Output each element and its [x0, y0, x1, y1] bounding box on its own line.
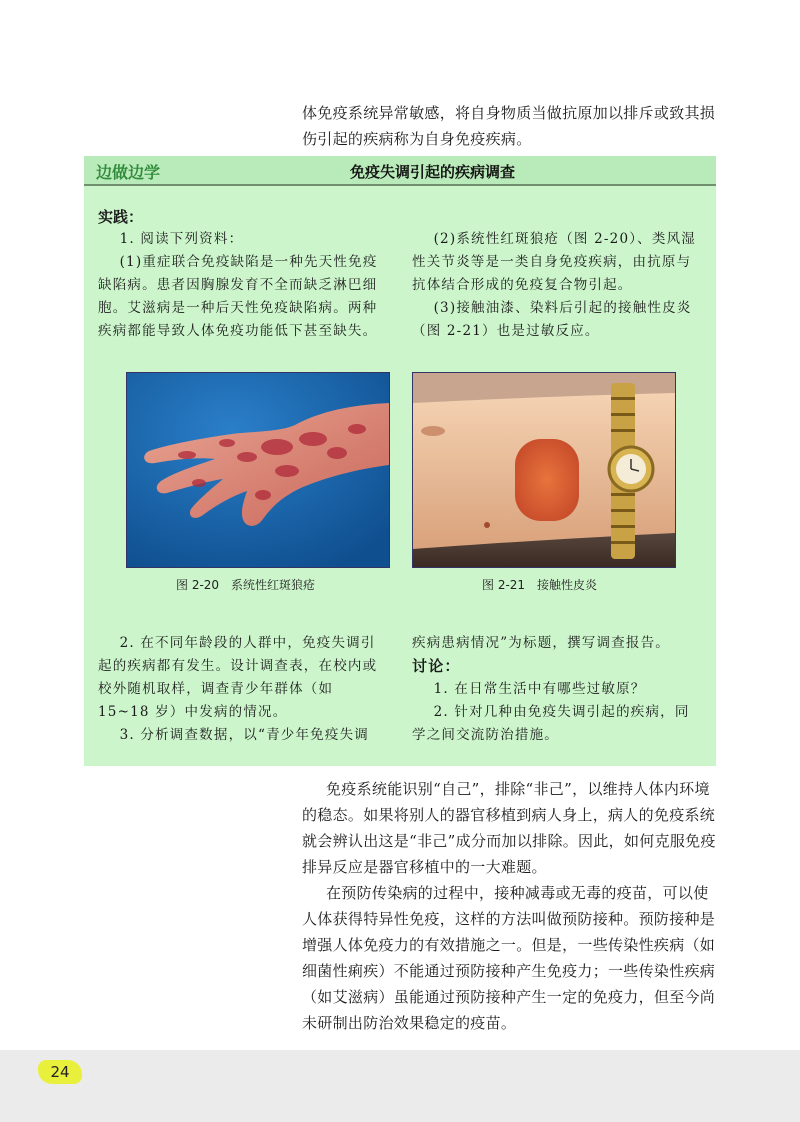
activity-tag: 边做边学: [96, 163, 161, 182]
main-body-text: [302, 776, 722, 1036]
page-number: 24: [38, 1060, 82, 1084]
practice-heading: 实践：: [98, 208, 144, 226]
material-1: (1)重症联合免疫缺陷是一种先天性免疫缺陷病。患者因胸腺发育不全而缺乏淋巴细胞。艾滋病是一种后天性免疫缺陷病。两种疾病都能导致人体免疫功能低下甚至缺失。: [98, 254, 378, 339]
practice-step-3: 3. 分析调查数据，以“青少年免疫失调: [119, 727, 369, 743]
left-column-bottom: [98, 632, 390, 747]
arm-photo-illustration: [413, 373, 675, 567]
left-column-top: [98, 228, 390, 343]
practice-step-3-continued: 疾病患病情况”为标题，撰写调查报告。: [412, 635, 671, 651]
right-column-top: [412, 228, 704, 343]
discussion-question-1: 1. 在日常生活中有哪些过敏原？: [433, 681, 646, 697]
practice-step-1: 1. 阅读下列资料：: [119, 231, 244, 247]
discussion-question-2: 2. 针对几种由免疫失调引起的疾病，同学之间交流防治措施。: [412, 704, 690, 743]
material-3: (3)接触油漆、染料后引起的接触性皮炎（图 2-21）也是过敏反应。: [412, 300, 692, 339]
figure-2-20-caption: 图 2-20 系统性红斑狼疮: [176, 578, 316, 592]
discussion-heading: 讨论：: [412, 657, 461, 675]
hand-photo-illustration: [127, 373, 389, 567]
figure-2-21-caption: 图 2-21 接触性皮炎: [482, 578, 598, 592]
body-paragraph-2: 在预防传染病的过程中，接种减毒或无毒的疫苗，可以使人体获得特异性免疫，这样的方法叫做预防接种。预防接种是增强人体免疫力的有效措施之一。但是，一些传染性疾病（如细菌性痢疾）不能通过预防接种产生免疫力；一些传染性疾病（如艾滋病）虽能通过预防接种产生一定的免疫力，但至今尚未研制出防治效果稳定的疫苗。: [302, 884, 716, 1032]
intro-paragraph: [302, 100, 722, 152]
intro-line-2: 伤引起的疾病称为自身免疫疾病。: [302, 130, 532, 148]
body-paragraph-1: 免疫系统能识别“自己”，排除“非己”，以维持人体内环境的稳态。如果将别人的器官移植到病人身上，病人的免疫系统就会辨认出这是“非己”成分而加以排除。因此，如何克服免疫排异反应是器官移植中的一大难题。: [302, 780, 716, 876]
intro-line-1: 体免疫系统异常敏感，将自身物质当做抗原加以排斥或致其损: [302, 104, 716, 122]
right-column-bottom: [412, 632, 704, 747]
figure-contact-dermatitis: [412, 372, 676, 568]
material-2: (2)系统性红斑狼疮（图 2-20）、类风湿性关节炎等是一类自身免疫疾病，由抗原与抗体结合形成的免疫复合物引起。: [412, 231, 696, 293]
practice-step-2: 2. 在不同年龄段的人群中，免疫失调引起的疾病都有发生。设计调查表，在校内或校外随机取样，调查青少年群体（如 15~18 岁）中发病的情况。: [98, 635, 378, 720]
figure-lupus-hand: [126, 372, 390, 568]
activity-title: 免疫失调引起的疾病调查: [350, 163, 516, 181]
page-footer: [0, 1050, 800, 1122]
rash-patch: [515, 439, 579, 521]
